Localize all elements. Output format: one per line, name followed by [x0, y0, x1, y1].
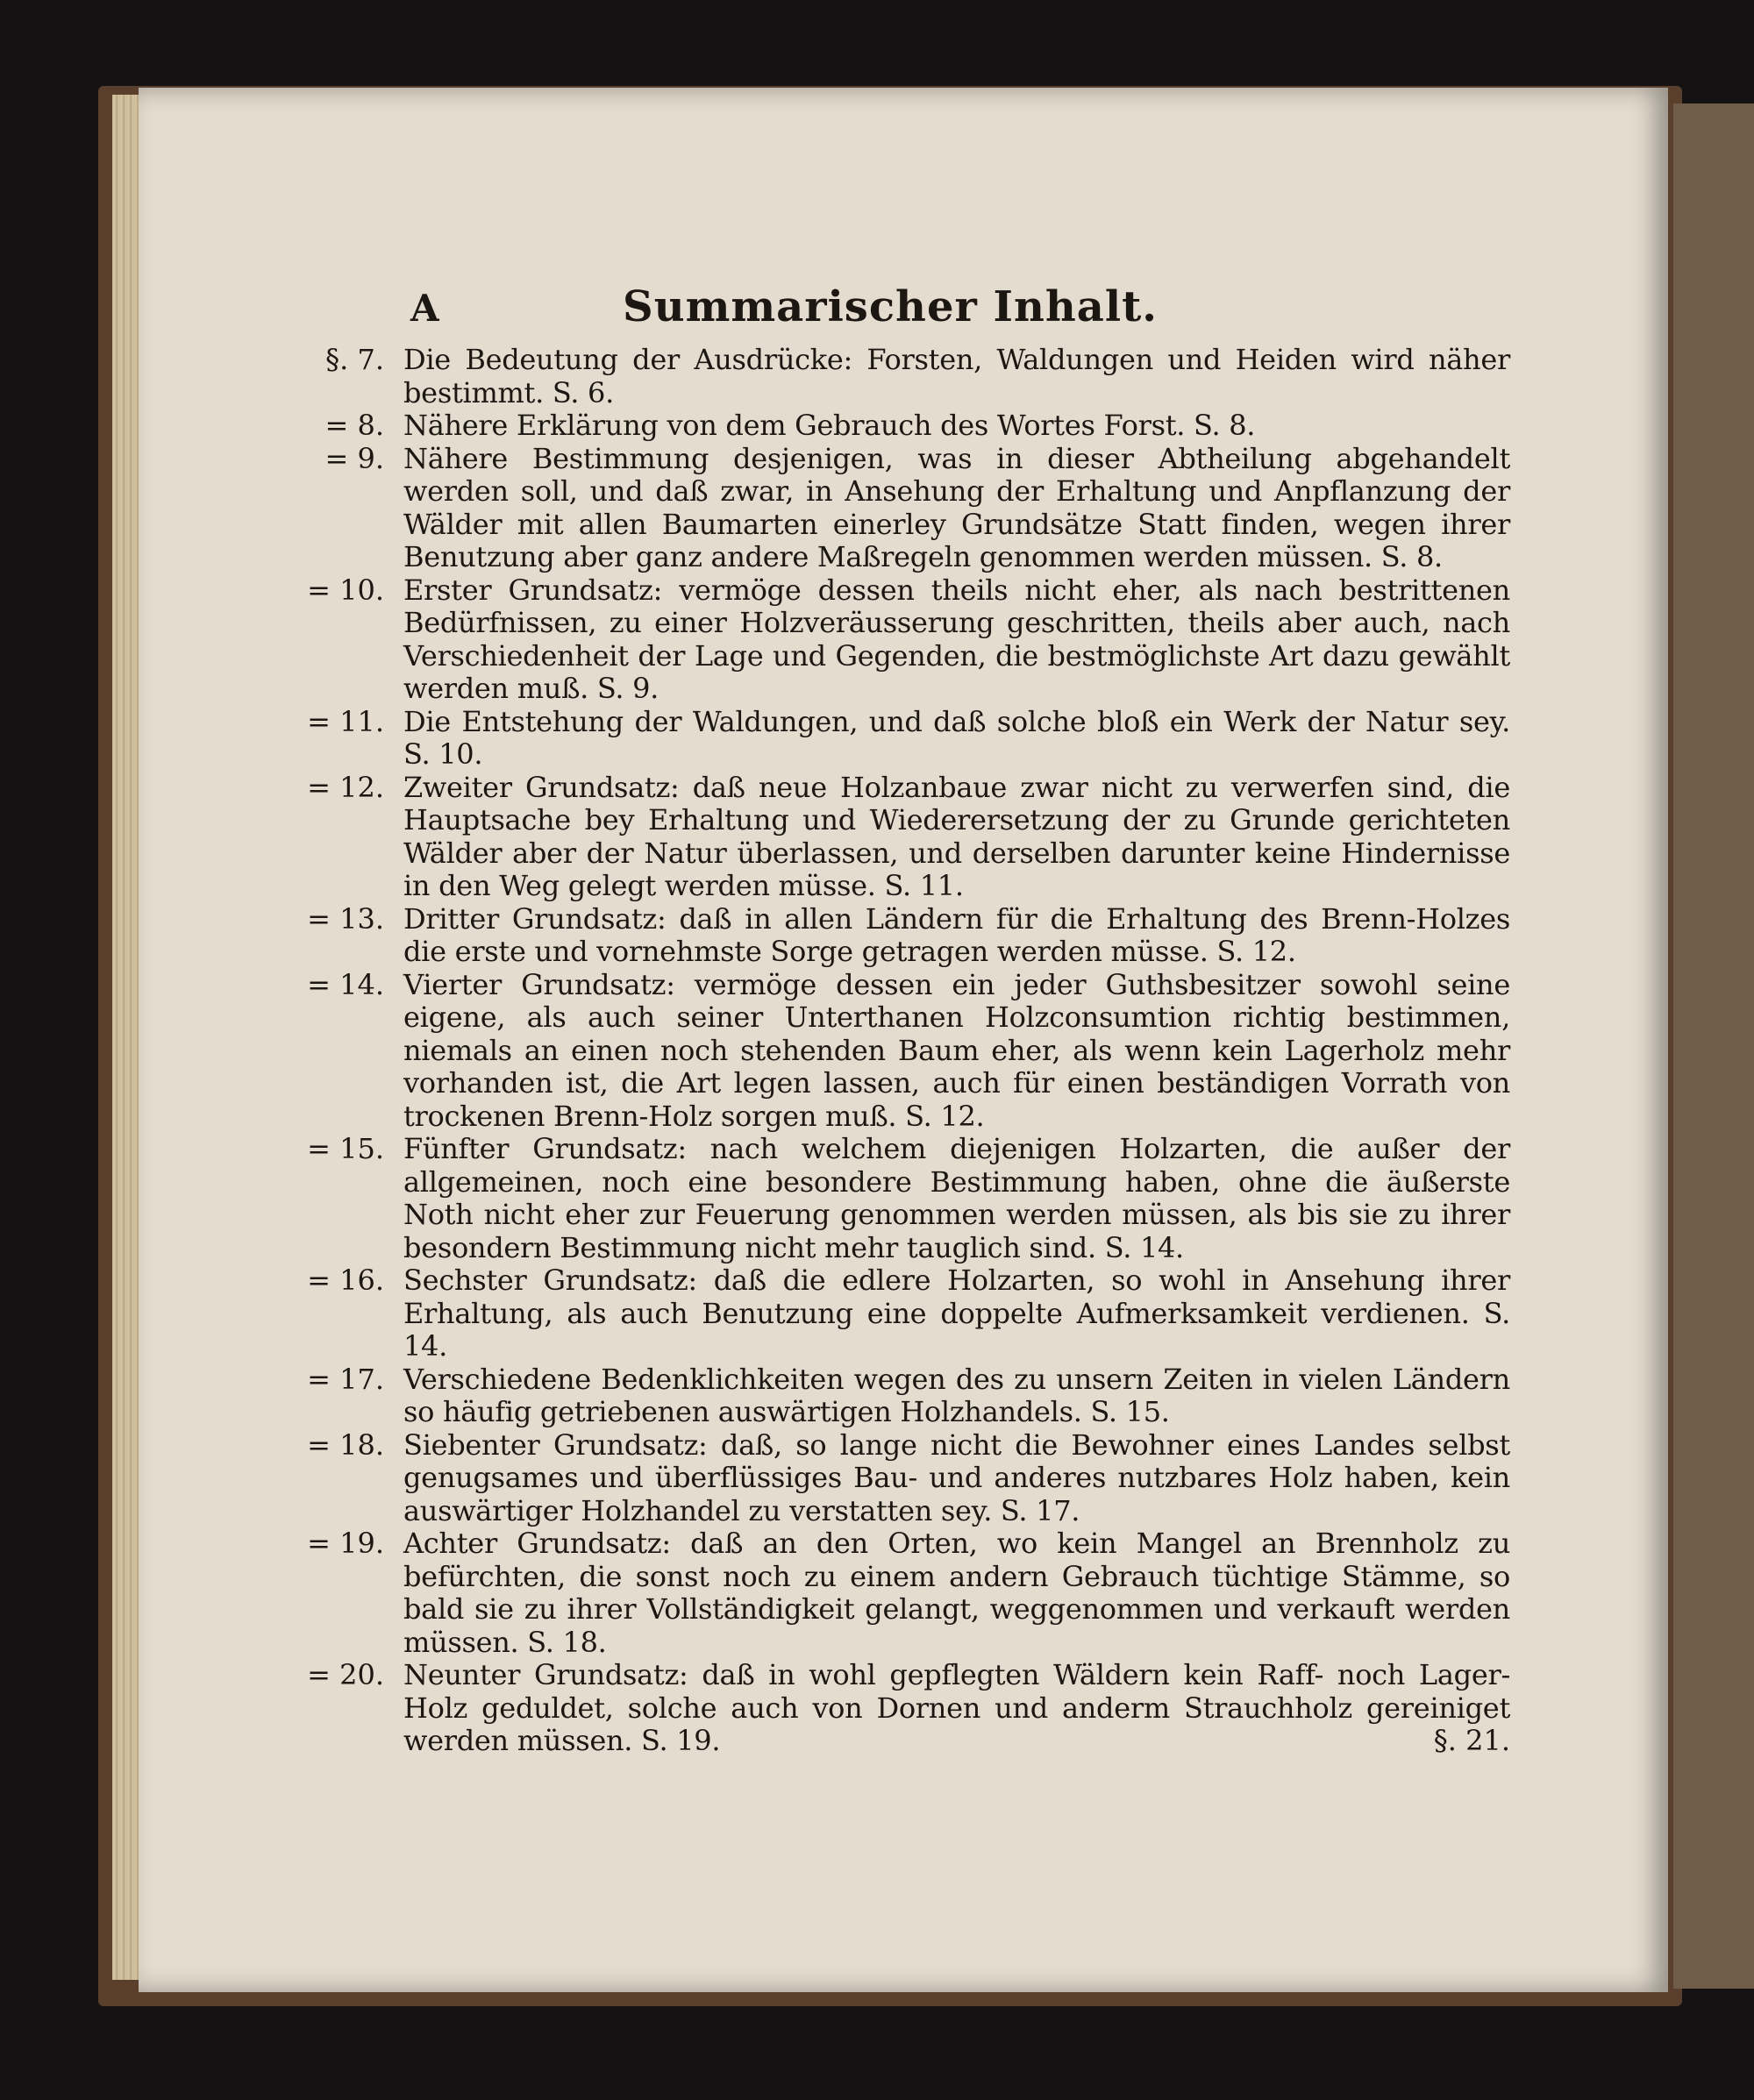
- toc-entry-7: [325, 343, 1510, 409]
- entry-text: Dritter Grundsatz: daß in allen Ländern für die Erhaltung des Brenn-Holzes die erste und vornehmste Sorge getragen werden müsse. S. 12.: [403, 901, 1510, 968]
- entry-number: = 13.: [307, 901, 384, 936]
- toc-entry-13: [307, 901, 1510, 969]
- entry-text: Sechster Grundsatz: daß die edlere Holzarten, so wohl in Ansehung ihrer Erhaltung, als auch Benutzung eine doppelte Aufmerksamkeit verdienen. S. 14.: [403, 1264, 1510, 1363]
- entry-number: = 14.: [307, 967, 384, 1001]
- page-header: [272, 282, 1508, 344]
- catchword: §. 21.: [1433, 1724, 1510, 1757]
- entry-number: = 19.: [307, 1527, 384, 1560]
- entry-text: Fünfter Grundsatz: nach welchem diejenigen Holzarten, die außer der allgemeinen, noch eine besondere Bestimmung haben, ohne die äußerste Noth nicht eher zur Feuerung genommen werden müssen, als bis sie zu ihrer besondern Bestimmung nicht mehr tauglich sind. S. 14.: [403, 1132, 1510, 1264]
- toc-entry-9: [324, 441, 1510, 574]
- signature-mark: A: [410, 287, 439, 330]
- entry-number: = 16.: [307, 1264, 384, 1297]
- entry-text: Die Entstehung der Waldungen, und daß solche bloß ein Werk der Natur sey. S. 10.: [403, 704, 1510, 771]
- entry-text: Verschiedene Bedenklichkeiten wegen des zu unsern Zeiten in vielen Ländern so häufig getriebenen auswärtigen Holzhandels. S. 15.: [403, 1362, 1510, 1428]
- entry-number: = 8.: [324, 409, 384, 442]
- entry-text: Nähere Erklärung von dem Gebrauch des Wortes Forst. S. 8.: [403, 409, 1256, 442]
- entry-number: = 17.: [307, 1362, 384, 1396]
- toc-entry-8: [324, 409, 1510, 443]
- entry-number: = 11.: [307, 704, 384, 738]
- toc-entry-19: [307, 1527, 1510, 1659]
- entry-number: = 18.: [307, 1427, 384, 1462]
- entry-text: Die Bedeutung der Ausdrücke: Forsten, Waldungen und Heiden wird näher bestimmt. S. 6.: [403, 343, 1510, 409]
- toc-entry-18: [307, 1427, 1510, 1528]
- entry-number: = 12.: [307, 770, 384, 804]
- entry-number: = 10.: [307, 573, 384, 607]
- toc-entry-11: [307, 704, 1510, 772]
- entry-text: Achter Grundsatz: daß an den Orten, wo kein Mangel an Brennholz zu befürchten, die sonst noch zu einem andern Gebrauch tüchtige Stämme, so bald sie zu ihrer Vollständigkeit gelangt, weggenommen und verkauft werden müssen. S. 18.: [403, 1527, 1510, 1659]
- table-of-contents: [307, 343, 1510, 1758]
- entry-text: Siebenter Grundsatz: daß, so lange nicht die Bewohner eines Landes selbst genugsames und überflüssiges Bau- und anderes nutzbares Holz haben, kein auswärtiger Holzhandel zu verstatten sey. S. 17.: [403, 1427, 1510, 1527]
- entry-number: = 9.: [324, 441, 384, 475]
- entry-number: = 15.: [307, 1132, 384, 1165]
- toc-entry-20: [307, 1658, 1510, 1758]
- entry-text: Erster Grundsatz: vermöge dessen theils nicht eher, als nach bestrittenen Bedürfnissen, zu einer Holzveräusserung geschritten, theils aber auch, nach Verschiedenheit der Lage und Gegenden, die bestmöglichste Art dazu gewählt werden muß. S. 9.: [403, 573, 1510, 705]
- toc-entry-10: [307, 573, 1510, 706]
- facing-page-edge: [1673, 103, 1754, 1989]
- toc-entry-15: [307, 1132, 1510, 1264]
- entry-number: §. 7.: [325, 343, 384, 376]
- entry-text: Zweiter Grundsatz: daß neue Holzanbaue zwar nicht zu verwerfen sind, die Hauptsache bey Erhaltung und Wiederersetzung der zu Grunde gerichteten Wälder aber der Natur überlassen, und derselben darunter keine Hindernisse in den Weg gelegt werden müsse. S. 11.: [403, 770, 1510, 902]
- toc-entry-12: [307, 770, 1510, 903]
- toc-entry-16: [307, 1264, 1510, 1363]
- entry-number: = 20.: [307, 1658, 384, 1691]
- toc-entry-17: [307, 1362, 1510, 1429]
- page-title: Summarischer Inhalt.: [623, 282, 1158, 331]
- entry-text: Vierter Grundsatz: vermöge dessen ein jeder Guthsbesitzer sowohl seine eigene, als auch seiner Unterthanen Holzconsumtion richtig bestimmen, niemals an einen noch stehenden Baum eher, als wenn kein Lagerholz mehr vorhanden ist, die Art legen lassen, auch für einen beständigen Vorrath von trockenen Brenn-Holz sorgen muß. S. 12.: [403, 967, 1510, 1133]
- toc-entry-14: [307, 967, 1510, 1134]
- entry-text: Nähere Bestimmung desjenigen, was in dieser Abtheilung abgehandelt werden soll, und daß zwar, in Ansehung der Erhaltung und Anpflanzung der Wälder mit allen Baumarten einerley Grundsätze Statt finden, wegen ihrer Benutzung aber ganz andere Maßregeln genommen werden müssen. S. 8.: [403, 441, 1510, 573]
- entry-text: Neunter Grundsatz: daß in wohl gepflegten Wäldern kein Raff- noch Lager-Holz geduldet, solche auch von Dornen und anderm Strauchholz gereiniget werden müssen. S. 19.: [403, 1658, 1510, 1757]
